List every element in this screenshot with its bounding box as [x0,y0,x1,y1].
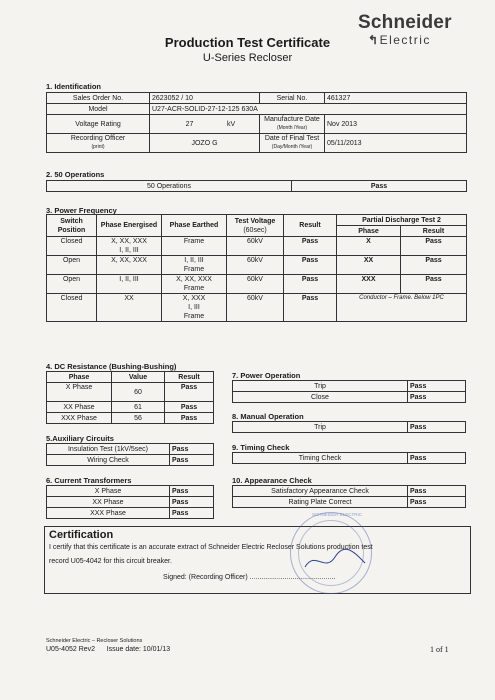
table-row: XXX Phase Pass [47,508,214,519]
col-pd-result: Result [401,226,467,237]
officer-note: (print) [91,144,105,150]
table-row: Satisfactory Appearance Check Pass [233,486,466,497]
brand-logo-sub: ↰Electric [368,33,431,47]
table-row: Insulation Test (1kV/5sec) Pass [47,444,214,455]
mfg-date-value: Nov 2013 [325,115,467,134]
table-row: Close Pass [233,392,466,403]
final-test-note: (Day/Month /Year) [271,144,313,150]
power-operation-heading: 7. Power Operation [232,371,301,380]
table-row: XXX Phase 56 Pass [47,413,214,424]
current-transformers-heading: 6. Current Transformers [46,476,132,485]
stamp-text: SCHNEIDER ELECTRIC [311,512,362,517]
voltage-unit: kV [227,120,236,128]
col-partial-discharge: Partial Discharge Test 2 [337,215,467,226]
pd-note: Conductor – Frame. Below 1PC [337,294,467,322]
operations-heading: 2. 50 Operations [46,170,105,179]
page-title: Production Test Certificate [164,35,331,50]
sales-order-label: Sales Order No. [47,93,150,104]
final-test-value: 05/11/2013 [325,134,467,153]
current-transformers-table [46,485,214,519]
page-subtitle: U-Series Recloser [202,52,293,64]
voltage-cell [150,115,260,134]
dc-resistance-table: Phase Value Result X Phase 60 Pass XX Phase 61 Pass XXX Phase 56 Pass [46,371,214,424]
table-row: XX Phase 61 Pass [47,402,214,413]
voltage-label: Voltage Rating [47,115,150,134]
operations-result: Pass [292,181,467,192]
table-row: Trip Pass [233,422,466,433]
power-frequency-table [46,214,467,322]
auxiliary-table [46,443,214,466]
table-row: Timing Check Pass [233,453,466,464]
mfg-date-note: (Month /Year) [276,125,308,131]
signed-label: Signed: (Recording Officer) ........ [163,574,266,581]
col-switch-position: Switch Position [47,215,97,237]
col-result: Result [284,215,337,237]
power-operation-table [232,380,466,403]
logo-symbol-icon: ↰ [368,33,380,47]
table-row: X Phase Pass [47,486,214,497]
dc-resistance-heading: 4. DC Resistance (Bushing-Bushing) [46,362,177,371]
appearance-check-heading: 10. Appearance Check [232,476,312,485]
table-row: Rating Plate Correct Pass [233,497,466,508]
certification-box [44,526,471,594]
model-label: Model [47,104,150,115]
certification-heading: Certification [49,529,114,541]
mfg-date-label: Manufacture Date [264,116,320,123]
operations-label: 50 Operations [47,181,292,192]
manual-operation-heading: 8. Manual Operation [232,412,304,421]
officer-label-cell [47,134,150,153]
signature-dots: .................................... [265,574,336,581]
table-row: XX Phase Pass [47,497,214,508]
officer-label: Recording Officer [70,135,126,142]
footer-company: Schneider Electric – Recloser Solutions [46,638,143,644]
certification-line2: record U05-4042 for this circuit breaker. [49,558,172,565]
table-row: Closed XX X, XXX I, III Frame 60kV Pass Conductor – Frame. Below 1PC [47,294,467,322]
auxiliary-heading: 5.Auxiliary Circuits [46,434,114,443]
table-row: Trip Pass [233,381,466,392]
final-test-label-cell [260,134,325,153]
table-row: Open I, II, III X, XX, XXX Frame 60kV Pass XXX Pass [47,275,467,294]
signature-icon [300,545,370,575]
serial-label: Serial No. [260,93,325,104]
table-row: Closed X, XX, XXX I, II, III Frame 60kV Pass X Pass [47,237,467,256]
power-frequency-heading: 3. Power Frequency [46,206,117,215]
table-row: X Phase 60 Pass [47,383,214,402]
sales-order-value: 2623052 / 10 [150,93,260,104]
final-test-label: Date of Final Test [264,135,320,142]
footer-page: 1 of 1 [430,645,449,654]
brand-logo: Schneider [358,12,452,33]
mfg-date-label-cell [260,115,325,134]
col-phase-earthed: Phase Earthed [162,215,227,237]
officer-value: JOZO G [150,134,260,153]
table-row: Open X, XX, XXX I, II, III Frame 60kV Pass XX Pass [47,256,467,275]
certification-line1: I certify that this certificate is an accurate extract of Schneider Electric Recloser Solutions production test [49,544,373,551]
col-test-voltage: Test Voltage (60sec) [227,215,284,237]
footer-doc: U05-4052 Rev2 Issue date: 10/01/13 [46,646,171,653]
timing-check-table [232,452,466,464]
manual-operation-table [232,421,466,433]
identification-table [46,92,467,153]
timing-check-heading: 9. Timing Check [232,443,290,452]
col-phase-energised: Phase Energised [97,215,162,237]
identification-heading: 1. Identification [46,82,102,91]
col-pd-phase: Phase [337,226,401,237]
voltage-value: 27 [185,120,194,128]
appearance-check-table [232,485,466,508]
table-row: Wiring Check Pass [47,455,214,466]
serial-value: 461327 [325,93,467,104]
operations-table [46,180,467,192]
model-value: U27-ACR-SOLID-27-12-125 630A [150,104,467,115]
